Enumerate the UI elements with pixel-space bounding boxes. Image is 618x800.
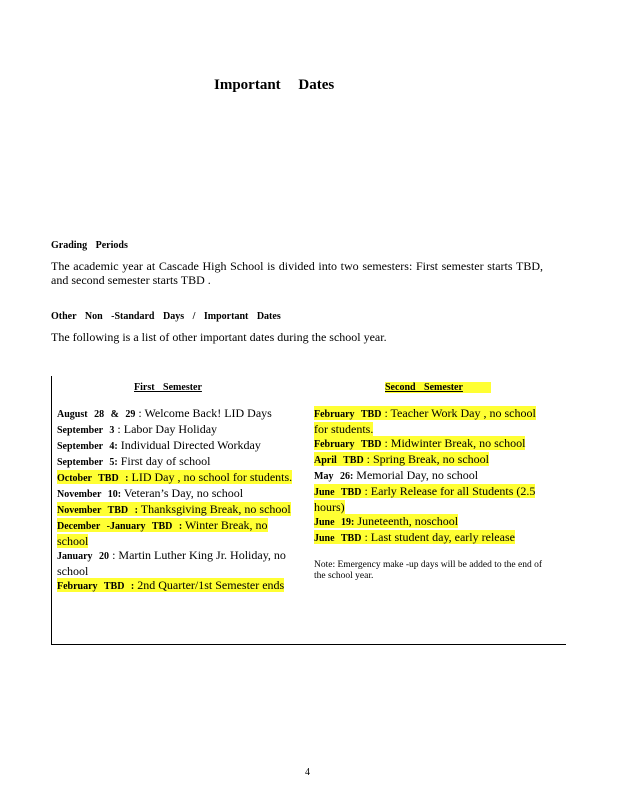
date-description: : Martin Luther King Jr. Holiday, no school [57, 548, 286, 578]
second-semester-entry [314, 468, 546, 484]
grading-periods-text: The academic year at Cascade High School is divided into two semesters: First semester starts TBD, and second semester starts TBD . [51, 259, 543, 287]
date-description: Winter Break, no school [57, 518, 268, 548]
second-semester-entry-content [314, 406, 536, 436]
date-label: May 26: [314, 471, 354, 482]
first-semester-entry [57, 470, 294, 486]
other-dates-text: The following is a list of other important dates during the school year. [51, 330, 387, 344]
date-label: December -January TBD : [57, 521, 183, 532]
date-label: June 19: [314, 517, 355, 528]
second-semester-entry-content [314, 530, 515, 544]
first-semester-entry-content [57, 578, 284, 592]
second-semester-entry-content [314, 484, 535, 514]
date-description: First day of school [120, 454, 211, 468]
date-label: June TBD [314, 533, 362, 544]
date-label: November 10: [57, 489, 122, 500]
second-semester-entry [314, 484, 546, 514]
first-semester-entry [57, 406, 294, 422]
date-description: Individual Directed Workday [120, 438, 261, 452]
first-semester-entry [57, 518, 294, 548]
emergency-note: Note: Emergency make -up days will be added to the end of the school year. [314, 560, 543, 581]
date-description: Veteran’s Day, no school [123, 486, 244, 500]
date-description: Memorial Day, no school [356, 468, 479, 482]
first-semester-entry [57, 438, 294, 454]
first-semester-column [57, 376, 294, 594]
page-number: 4 [305, 767, 310, 778]
date-label: February TBD [314, 409, 382, 420]
second-semester-entry [314, 514, 546, 530]
first-semester-entry-content [57, 518, 268, 548]
first-semester-entry-content [57, 502, 291, 516]
first-semester-entry-content [57, 438, 261, 452]
date-description: Thanksgiving Break, no school [140, 502, 291, 516]
date-description: : Welcome Back! LID Days [138, 406, 272, 420]
first-semester-entry [57, 422, 294, 438]
date-label: April TBD [314, 455, 364, 466]
second-semester-list [314, 406, 546, 546]
page-title: Important Dates [214, 77, 335, 93]
second-semester-entry-content [314, 468, 478, 482]
date-description: 2nd Quarter/1st Semester ends [137, 578, 285, 592]
other-dates-heading: Other Non -Standard Days / Important Dates [51, 311, 281, 322]
second-semester-entry [314, 530, 546, 546]
date-label: September 3 [57, 425, 115, 436]
first-semester-entry [57, 502, 294, 518]
first-semester-entry-content [57, 548, 286, 578]
date-label: June TBD [314, 487, 362, 498]
second-semester-column [314, 376, 546, 582]
second-semester-entry-content [314, 436, 525, 450]
date-description: : Early Release for all Students (2.5 hours) [314, 484, 536, 514]
second-semester-entry [314, 406, 546, 436]
date-label: September 5: [57, 457, 118, 468]
date-label: November TBD : [57, 505, 138, 516]
second-semester-entry [314, 452, 546, 468]
second-semester-heading [314, 382, 546, 406]
first-semester-list [57, 406, 294, 594]
first-semester-entry-content [57, 486, 243, 500]
first-semester-entry [57, 454, 294, 470]
first-semester-entry [57, 578, 294, 594]
date-description: Juneteenth, noschool [357, 514, 459, 528]
date-label: October TBD : [57, 473, 129, 484]
second-semester-heading-text: Second Semester [385, 382, 491, 393]
first-semester-entry-content [57, 406, 272, 420]
date-description: : Labor Day Holiday [117, 422, 218, 436]
dates-table [51, 376, 566, 645]
first-semester-entry-content [57, 422, 217, 436]
first-semester-entry-content [57, 470, 292, 484]
date-description: : Spring Break, no school [366, 452, 489, 466]
date-label: February TBD [314, 439, 382, 450]
second-semester-entry-content [314, 514, 458, 528]
first-semester-heading: First Semester [134, 382, 202, 393]
date-label: September 4: [57, 441, 118, 452]
grading-periods-heading: Grading Periods [51, 240, 128, 251]
second-semester-entry-content [314, 452, 489, 466]
date-label: February TBD : [57, 581, 135, 592]
second-semester-entry [314, 436, 546, 452]
first-semester-entry [57, 548, 294, 578]
date-description: : Midwinter Break, no school [384, 436, 526, 450]
date-description: LID Day , no school for students. [131, 470, 293, 484]
date-label: August 28 & 29 [57, 409, 136, 420]
first-semester-entry [57, 486, 294, 502]
date-description: : Last student day, early release [364, 530, 515, 544]
date-description: : Teacher Work Day , no school for students. [314, 406, 536, 436]
date-label: January 20 [57, 551, 110, 562]
first-semester-entry-content [57, 454, 210, 468]
